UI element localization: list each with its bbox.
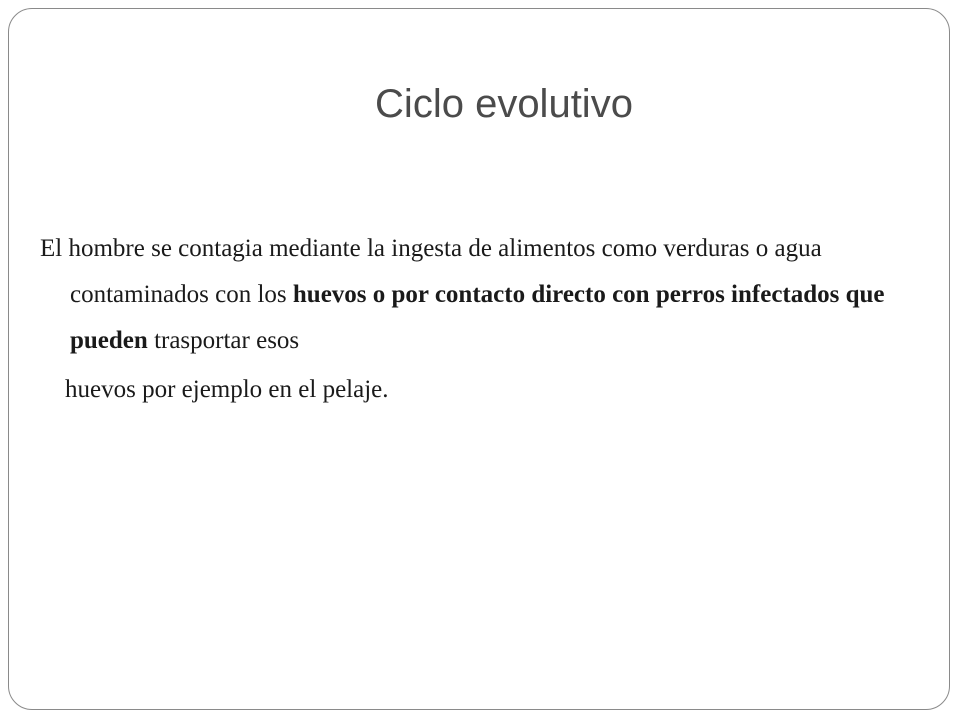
body-text-run-3: trasportar esos (147, 327, 300, 354)
body-text-run-1: El hombre se contagia mediante la ingesta de alimentos como verduras o agua contaminados con los (40, 235, 822, 308)
body-paragraph (40, 226, 910, 364)
body-continuation: huevos por ejemplo en el pelaje. (65, 376, 389, 403)
slide-body (40, 226, 910, 413)
body-text-bold-run: huevos o por contacto directo con perros infectados que pueden (70, 281, 885, 354)
slide-title: Ciclo evolutivo (375, 82, 633, 126)
